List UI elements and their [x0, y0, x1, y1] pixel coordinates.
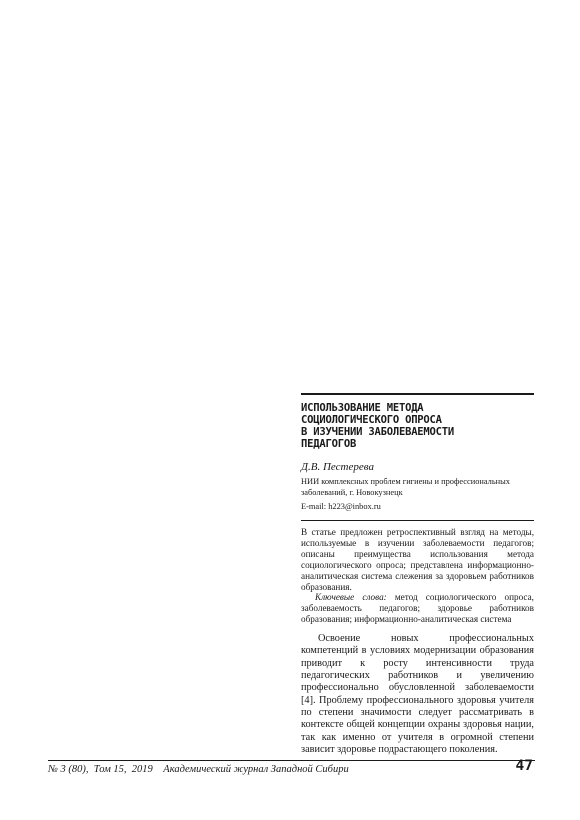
page-number: 47	[515, 758, 533, 774]
keywords-paragraph	[301, 592, 534, 625]
author-name: Д.В. Пестерева	[301, 461, 374, 473]
footer-journal-info: № 3 (80), Том 15, 2019 Академический журнал Западной Сибири	[48, 764, 349, 775]
keywords-label: Ключевые слова:	[315, 592, 387, 602]
article-title: ИСПОЛЬЗОВАНИЕ МЕТОДА СОЦИОЛОГИЧЕСКОГО ОПРОСА В ИЗУЧЕНИИ ЗАБОЛЕВАЕМОСТИ ПЕДАГОГОВ	[301, 402, 455, 450]
keywords-text: метод социологического опроса, заболеваемость педагогов; здоровье работников образования; информационно-аналитическая система	[301, 592, 534, 625]
footer-rule	[48, 760, 535, 761]
author-email: E-mail: h223@inbox.ru	[301, 502, 381, 511]
body-paragraph: Освоение новых профессиональных компетенций в условиях модернизации образования приводит к росту интенсивности труда педагогических работников и увеличению профессионально обусловленной заболеваемости [4]. Проблему профессионального здоровья учителя по степени значимости следует рассматривать в контексте общей концепции охраны здоровья нации, так как именно от учителя в огромной степени зависит здоровье подрастающего поколения.	[301, 633, 534, 756]
abstract-divider	[301, 520, 534, 521]
title-top-rule	[301, 393, 534, 395]
abstract-text: В статье предложен ретроспективный взгляд на методы, используемые в изучении заболеваемости педагогов; описаны преимущества использования метода социологического опроса; представлена информационно-аналитическая система слежения за здоровьем работников образования.	[301, 527, 534, 593]
author-affiliation: НИИ комплексных проблем гигиены и профессиональных заболеваний, г. Новокузнецк	[301, 477, 510, 497]
